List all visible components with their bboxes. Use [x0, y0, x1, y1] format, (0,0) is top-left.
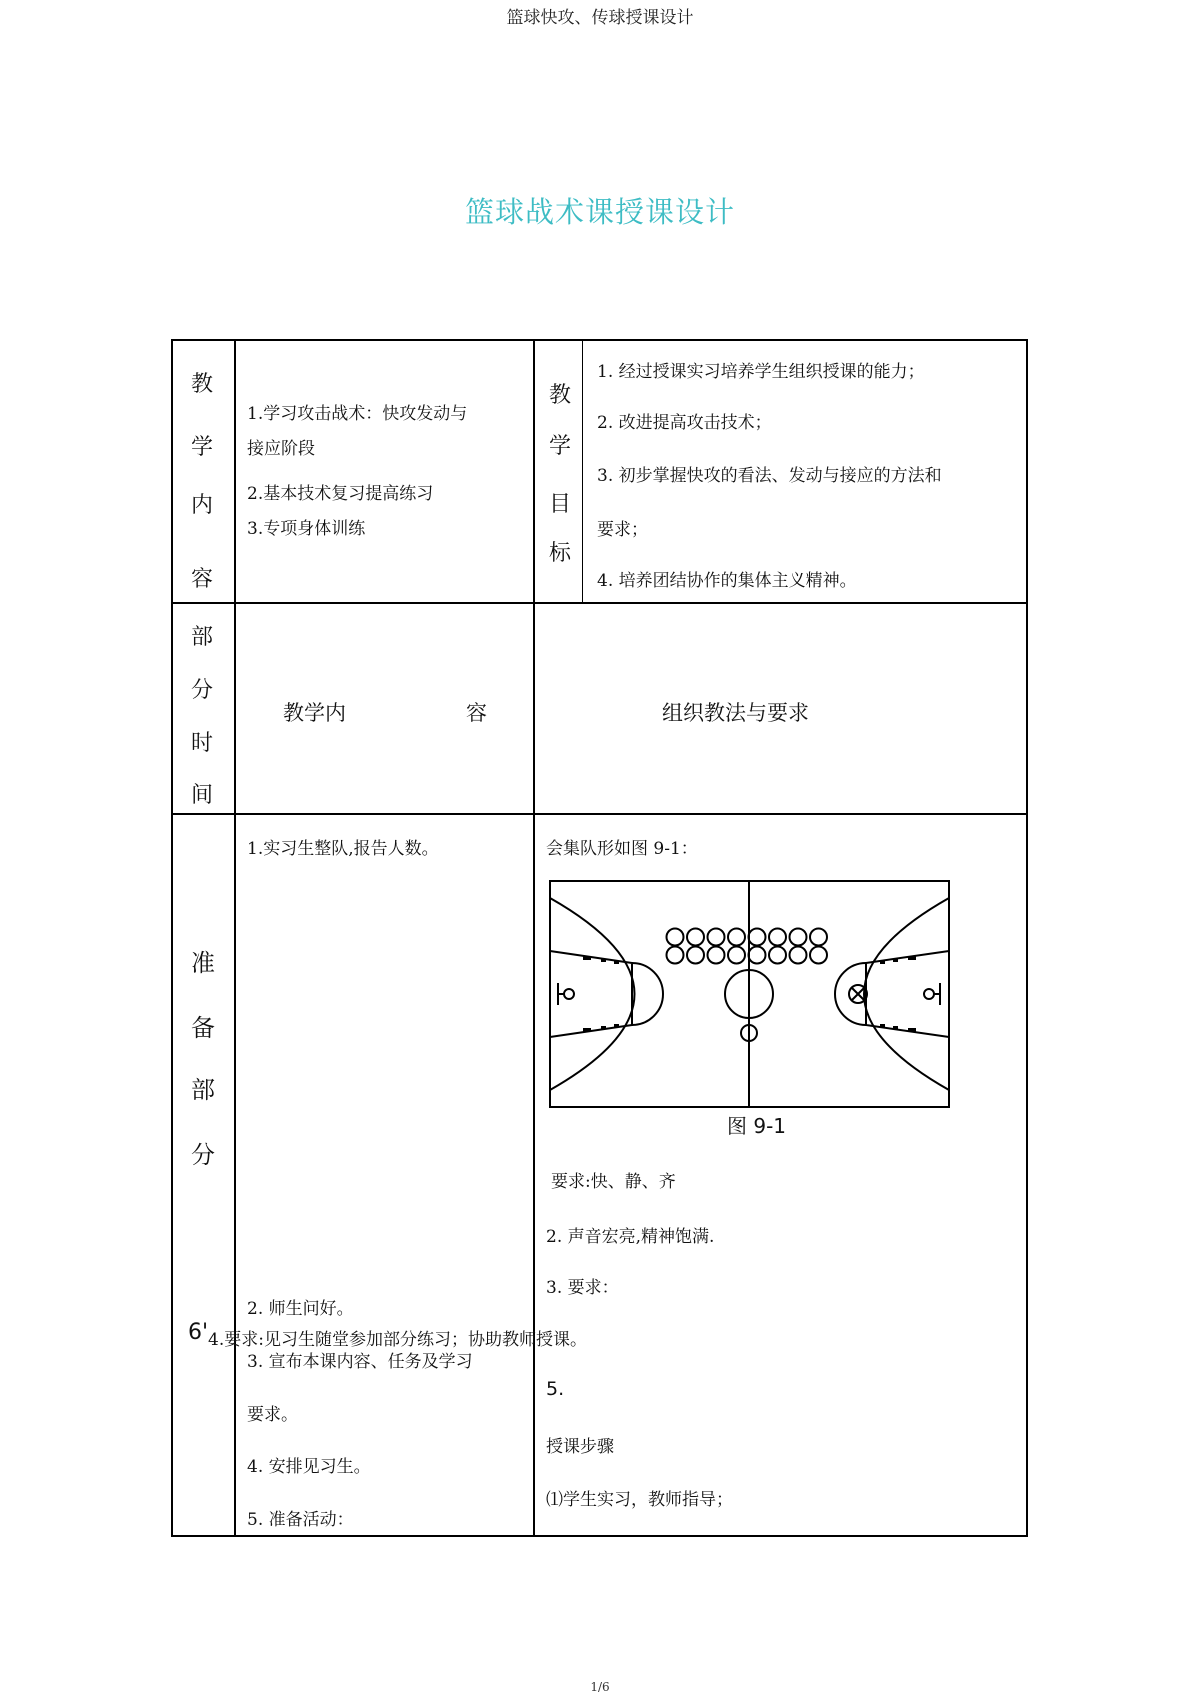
method-text: ⑴学生实习，教师指导；	[546, 1490, 733, 1510]
label-char: 内	[191, 493, 214, 518]
objective-line: 3. 初步掌握快攻的看法、发动与接应的方法和	[597, 466, 942, 486]
column-header-content: 教学内	[283, 701, 346, 725]
running-header: 篮球快攻、传球授课设计	[506, 8, 694, 28]
objective-line: 要求；	[597, 520, 648, 540]
label-char: 部	[191, 625, 214, 650]
table-col-divider	[582, 339, 583, 603]
table-border-bottom	[172, 1535, 1028, 1537]
label-char: 教	[549, 383, 572, 408]
student-marker	[790, 947, 807, 964]
label-char: 时	[191, 731, 214, 756]
content-item: 5. 准备活动：	[247, 1510, 354, 1530]
content-line: 3.专项身体训练	[247, 519, 366, 539]
page-number: 1/6	[590, 1680, 610, 1694]
table-row-divider	[172, 602, 1028, 604]
content-line: 1.学习攻击战术：快攻发动与	[247, 404, 468, 424]
hoop-left	[564, 989, 574, 999]
student-marker	[708, 947, 725, 964]
label-char: 教	[191, 372, 214, 397]
content-line: 2.基本技术复习提高练习	[247, 484, 434, 504]
student-marker	[687, 929, 704, 946]
objective-line: 2. 改进提高攻击技术；	[597, 413, 772, 433]
method-text: 3. 要求：	[546, 1278, 619, 1298]
table-border-left	[171, 339, 173, 1537]
document-title: 篮球战术课授课设计	[464, 195, 735, 229]
student-marker	[728, 947, 745, 964]
content-item: 4. 安排见习生。	[247, 1457, 371, 1477]
label-char: 分	[191, 678, 214, 703]
label-char: 分	[191, 1141, 215, 1169]
label-char: 间	[191, 783, 214, 808]
free-throw-arc-left	[632, 963, 663, 1025]
figure-caption: 图 9-1	[727, 1114, 787, 1138]
hoop-right	[924, 989, 934, 999]
label-char: 学	[549, 434, 572, 459]
label-char: 标	[549, 541, 572, 566]
method-text: 授课步骤	[546, 1437, 614, 1457]
free-throw-arc-right	[835, 963, 866, 1025]
method-text: 5.	[546, 1378, 565, 1400]
content-item: 2. 师生问好。	[247, 1299, 354, 1319]
student-marker	[687, 947, 704, 964]
time-label: 6'	[188, 1320, 209, 1345]
student-marker	[667, 929, 684, 946]
student-marker	[790, 929, 807, 946]
student-marker	[810, 947, 827, 964]
column-header-content-end: 容	[466, 701, 487, 725]
label-char: 备	[191, 1014, 215, 1042]
student-marker	[769, 929, 786, 946]
table-row-divider	[172, 813, 1028, 815]
table-border-top	[172, 339, 1028, 341]
content-item: 3. 宣布本课内容、任务及学习	[247, 1352, 473, 1372]
table-col-divider	[234, 339, 236, 1537]
student-marker	[749, 947, 766, 964]
label-char: 部	[191, 1076, 215, 1104]
label-char: 学	[191, 435, 214, 460]
objective-line: 4. 培养团结协作的集体主义精神。	[597, 571, 857, 591]
method-text: 要求:快、静、齐	[551, 1172, 676, 1192]
table-col-divider	[533, 339, 535, 1537]
method-text: 4.要求:见习生随堂参加部分练习；协助教师授课。	[208, 1330, 587, 1350]
content-line: 接应阶段	[247, 439, 315, 459]
label-char: 目	[549, 492, 572, 517]
court-diagram	[549, 880, 950, 1108]
student-marker	[667, 947, 684, 964]
content-item: 要求。	[247, 1405, 298, 1425]
label-char: 准	[191, 949, 215, 977]
content-item: 1.实习生整队,报告人数。	[247, 839, 439, 859]
student-marker	[708, 929, 725, 946]
objective-line: 1. 经过授课实习培养学生组织授课的能力；	[597, 362, 925, 382]
student-marker	[728, 929, 745, 946]
student-marker	[769, 947, 786, 964]
student-marker	[749, 929, 766, 946]
label-char: 容	[191, 567, 214, 592]
student-marker	[810, 929, 827, 946]
table-border-right	[1026, 339, 1028, 1537]
method-text: 2. 声音宏亮,精神饱满.	[546, 1227, 715, 1247]
method-text: 会集队形如图 9-1：	[546, 839, 698, 859]
column-header-methods: 组织教法与要求	[662, 701, 809, 725]
